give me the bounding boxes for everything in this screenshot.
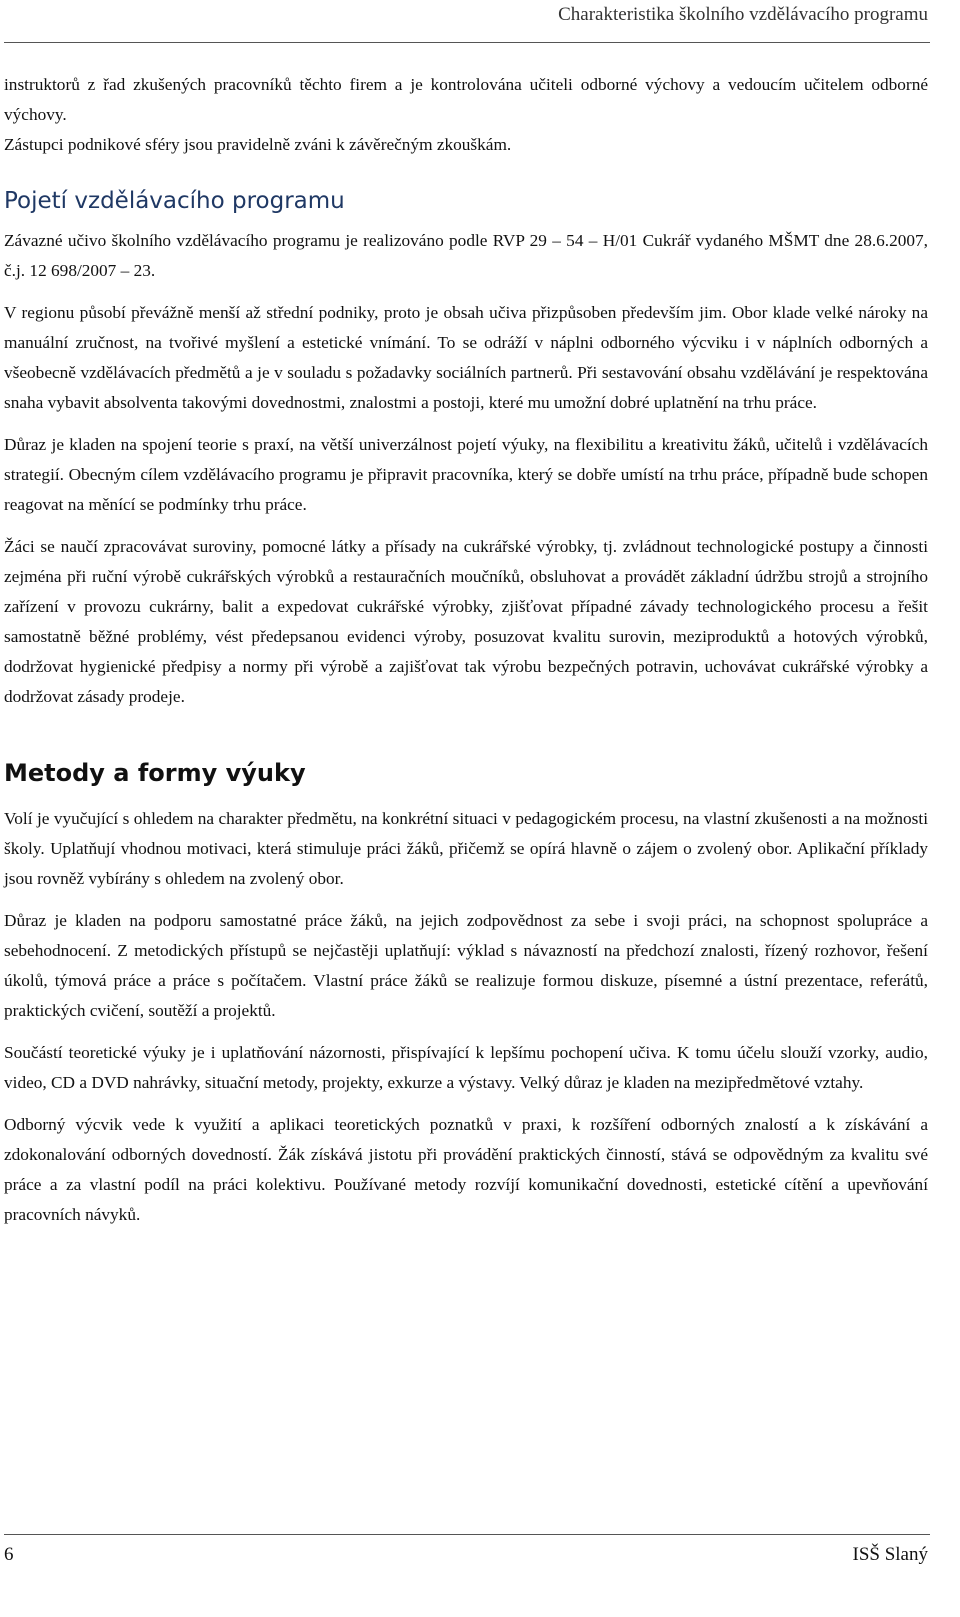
header-rule <box>4 42 930 43</box>
section1-paragraph-1: Závazné učivo školního vzdělávacího programu je realizováno podle RVP 29 – 54 – H/01 Cukrář vydaného MŠMT dne 28.6.2007, č.j. 12 698/2007 – 23. <box>4 231 928 280</box>
intro-paragraph-1: instruktorů z řad zkušených pracovníků těchto firem a je kontrolována učiteli odborné výchovy a vedoucím učitelem odborné výchovy. <box>4 75 928 124</box>
section-heading-metody: Metody a formy výuky <box>4 759 306 787</box>
school-name: ISŠ Slaný <box>852 1544 928 1565</box>
intro-paragraph-2: Zástupci podnikové sféry jsou pravidelně zváni k závěrečným zkouškám. <box>4 135 512 154</box>
document-body <box>4 70 928 1242</box>
section2-paragraph-4: Odborný výcvik vede k využití a aplikaci teoretických poznatků v praxi, k rozšíření odborných znalostí a k získávání a zdokonalování odborných dovedností. Žák získává jistotu při provádění praktických činností, stává se odpovědným za kvalitu své práce a za vlastní podíl na práci kolektivu. Používané metody rozvíjí komunikační dovednosti, estetické cítění a upevňování pracovních návyků. <box>4 1115 928 1224</box>
page-number: 6 <box>4 1544 14 1565</box>
running-header-title: Charakteristika školního vzdělávacího programu <box>558 4 928 25</box>
footer-rule <box>4 1534 930 1535</box>
section-heading-pojeti: Pojetí vzdělávacího programu <box>4 188 345 214</box>
section1-paragraph-2: V regionu působí převážně menší až střední podniky, proto je obsah učiva přizpůsoben především jim. Obor klade velké nároky na manuální zručnost, na tvořivé myšlení a estetické vnímání. To se odráží v náplni odborného výcviku i v náplních odborných a všeobecně vzdělávacích předmětů a je v souladu s požadavky sociálních partnerů. Při sestavování obsahu vzdělávání je respektována snaha vybavit absolventa takovými dovednostmi, znalostmi a postoji, které mu umožní dobré uplatnění na trhu práce. <box>4 303 928 412</box>
section1-paragraph-3: Důraz je kladen na spojení teorie s praxí, na větší univerzálnost pojetí výuky, na flexibilitu a kreativitu žáků, učitelů i vzdělávacích strategií. Obecným cílem vzdělávacího programu je připravit pracovníka, který se dobře umístí na trhu práce, případně bude schopen reagovat na měnící se podmínky trhu práce. <box>4 435 928 514</box>
section2-paragraph-1: Volí je vyučující s ohledem na charakter předmětu, na konkrétní situaci v pedagogickém procesu, na vlastní zkušenosti a na možnosti školy. Uplatňují vhodnou motivaci, která stimuluje práci žáků, přičemž se opírá hlavně o zájem o zvolený obor. Aplikační příklady jsou rovněž vybírány s ohledem na zvolený obor. <box>4 809 928 888</box>
section2-paragraph-3: Součástí teoretické výuky je i uplatňování názornosti, přispívající k lepšímu pochopení učiva. K tomu účelu slouží vzorky, audio, video, CD a DVD nahrávky, situační metody, projekty, exkurze a výstavy. Velký důraz je kladen na mezipředmětové vztahy. <box>4 1043 928 1092</box>
section2-paragraph-2: Důraz je kladen na podporu samostatné práce žáků, na jejich zodpovědnost za sebe i svoji práci, na schopnost spolupráce a sebehodnocení. Z metodických přístupů se nejčastěji uplatňují: výklad s návazností na předchozí znalosti, řízený rozhovor, řešení úkolů, týmová práce a práce s počítačem. Vlastní práce žáků se realizuje formou diskuze, písemné a ústní prezentace, referátů, praktických cvičení, soutěží a projektů. <box>4 911 928 1020</box>
section1-paragraph-4: Žáci se naučí zpracovávat suroviny, pomocné látky a přísady na cukrářské výrobky, tj. zvládnout technologické postupy a činnosti zejména při ruční výrobě cukrářských výrobků a restauračních moučníků, obsluhovat a provádět základní údržbu strojů a strojního zařízení v provozu cukrárny, balit a expedovat cukrářské výrobky, zjišťovat případné závady technologického procesu a řešit samostatně běžné problémy, vést předepsanou evidenci výroby, posuzovat kvalitu surovin, meziproduktů a hotových výrobků, dodržovat hygienické předpisy a normy při výrobě a zajišťovat tak výrobu bezpečných potravin, uchovávat cukrářské výrobky a dodržovat zásady prodeje. <box>4 537 928 706</box>
